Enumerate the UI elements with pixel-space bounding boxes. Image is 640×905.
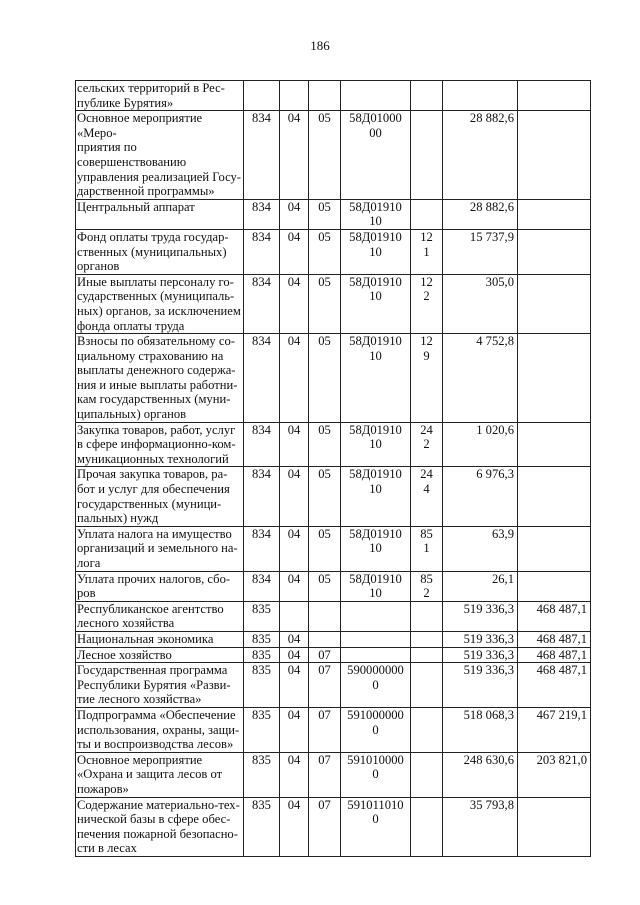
expense-type-code <box>411 752 443 797</box>
expense-type-code: 85 2 <box>411 571 443 601</box>
amount-year-1: 28 882,6 <box>443 199 518 229</box>
amount-year-2 <box>518 334 591 423</box>
target-article-code <box>341 631 411 647</box>
target-article-code: 58Д01910 10 <box>341 526 411 571</box>
row-name: сельских территорий в Рес- публике Бурятия» <box>76 81 244 111</box>
table-row <box>76 601 591 631</box>
table-row <box>76 229 591 274</box>
target-article-code: 591000000 0 <box>341 707 411 752</box>
row-name: Национальная экономика <box>76 631 244 647</box>
grbs-code: 835 <box>244 601 280 631</box>
amount-year-2: 468 487,1 <box>518 601 591 631</box>
expense-type-code <box>411 81 443 111</box>
row-name: Содержание материально-тех- нической базы в сфере обес- печения пожарной безопасно- сти в лесах <box>76 797 244 856</box>
amount-year-1: 519 336,3 <box>443 647 518 663</box>
amount-year-2 <box>518 467 591 526</box>
grbs-code: 834 <box>244 199 280 229</box>
row-name: Центральный аппарат <box>76 199 244 229</box>
page-number: 186 <box>310 38 330 53</box>
amount-year-1: 15 737,9 <box>443 229 518 274</box>
target-article-code <box>341 81 411 111</box>
table-row <box>76 111 591 200</box>
section-code: 04 <box>280 571 309 601</box>
subsection-code: 05 <box>309 526 341 571</box>
expense-type-code: 12 1 <box>411 229 443 274</box>
section-code: 04 <box>280 422 309 467</box>
section-code: 04 <box>280 334 309 423</box>
row-name: Уплата налога на имущество организаций и земельного на- лога <box>76 526 244 571</box>
table-row <box>76 422 591 467</box>
subsection-code: 05 <box>309 467 341 526</box>
table-row <box>76 797 591 856</box>
section-code: 04 <box>280 647 309 663</box>
target-article-code <box>341 647 411 663</box>
subsection-code: 07 <box>309 647 341 663</box>
row-name: Основное мероприятие «Меро- приятия по совершенствованию управления реализацией Госу- дарственной программы» <box>76 111 244 200</box>
grbs-code: 834 <box>244 467 280 526</box>
subsection-code: 05 <box>309 571 341 601</box>
row-name: Иные выплаты персоналу го- сударственных (муниципаль- ных) органов, за исключением фонда оплаты труда <box>76 274 244 333</box>
table-row <box>76 274 591 333</box>
grbs-code: 834 <box>244 229 280 274</box>
section-code: 04 <box>280 797 309 856</box>
amount-year-1: 6 976,3 <box>443 467 518 526</box>
row-name: Подпрограмма «Обеспечение использования, охраны, защи- ты и воспроизводства лесов» <box>76 707 244 752</box>
grbs-code: 834 <box>244 571 280 601</box>
target-article-code: 58Д01910 10 <box>341 274 411 333</box>
expense-type-code <box>411 199 443 229</box>
amount-year-1: 4 752,8 <box>443 334 518 423</box>
row-name: Уплата прочих налогов, сбо- ров <box>76 571 244 601</box>
table-row <box>76 199 591 229</box>
amount-year-2 <box>518 199 591 229</box>
amount-year-2 <box>518 571 591 601</box>
target-article-code: 591011010 0 <box>341 797 411 856</box>
section-code: 04 <box>280 274 309 333</box>
section-code: 04 <box>280 752 309 797</box>
table-row <box>76 467 591 526</box>
budget-table <box>75 80 591 857</box>
subsection-code: 07 <box>309 707 341 752</box>
row-name: Основное мероприятие «Охрана и защита лесов от пожаров» <box>76 752 244 797</box>
expense-type-code <box>411 601 443 631</box>
amount-year-2 <box>518 274 591 333</box>
grbs-code: 834 <box>244 334 280 423</box>
section-code <box>280 81 309 111</box>
section-code: 04 <box>280 467 309 526</box>
amount-year-1: 63,9 <box>443 526 518 571</box>
section-code <box>280 601 309 631</box>
expense-type-code: 12 2 <box>411 274 443 333</box>
amount-year-1 <box>443 81 518 111</box>
target-article-code: 591010000 0 <box>341 752 411 797</box>
subsection-code <box>309 601 341 631</box>
expense-type-code <box>411 707 443 752</box>
target-article-code: 58Д01910 10 <box>341 571 411 601</box>
grbs-code: 835 <box>244 647 280 663</box>
grbs-code: 835 <box>244 663 280 708</box>
amount-year-1: 519 336,3 <box>443 601 518 631</box>
grbs-code: 834 <box>244 111 280 200</box>
table-row <box>76 663 591 708</box>
amount-year-2 <box>518 81 591 111</box>
target-article-code: 58Д01910 10 <box>341 334 411 423</box>
target-article-code: 58Д01910 10 <box>341 467 411 526</box>
expense-type-code <box>411 631 443 647</box>
subsection-code: 05 <box>309 111 341 200</box>
amount-year-2: 468 487,1 <box>518 647 591 663</box>
target-article-code: 58Д01000 00 <box>341 111 411 200</box>
grbs-code: 835 <box>244 797 280 856</box>
subsection-code: 07 <box>309 663 341 708</box>
grbs-code: 834 <box>244 422 280 467</box>
grbs-code: 835 <box>244 631 280 647</box>
subsection-code <box>309 81 341 111</box>
section-code: 04 <box>280 663 309 708</box>
amount-year-1: 26,1 <box>443 571 518 601</box>
grbs-code <box>244 81 280 111</box>
target-article-code: 58Д01910 10 <box>341 422 411 467</box>
amount-year-1: 305,0 <box>443 274 518 333</box>
amount-year-2 <box>518 797 591 856</box>
target-article-code <box>341 601 411 631</box>
target-article-code: 590000000 0 <box>341 663 411 708</box>
table-row <box>76 571 591 601</box>
subsection-code: 05 <box>309 274 341 333</box>
amount-year-2 <box>518 229 591 274</box>
amount-year-2 <box>518 526 591 571</box>
amount-year-2 <box>518 111 591 200</box>
table-row <box>76 81 591 111</box>
expense-type-code <box>411 663 443 708</box>
grbs-code: 834 <box>244 274 280 333</box>
grbs-code: 834 <box>244 526 280 571</box>
section-code: 04 <box>280 526 309 571</box>
row-name: Государственная программа Республики Бурятия «Разви- тие лесного хозяйства» <box>76 663 244 708</box>
subsection-code: 05 <box>309 422 341 467</box>
row-name: Закупка товаров, работ, услуг в сфере информационно-ком- муникационных технологий <box>76 422 244 467</box>
amount-year-2: 203 821,0 <box>518 752 591 797</box>
amount-year-2: 468 487,1 <box>518 631 591 647</box>
expense-type-code: 24 4 <box>411 467 443 526</box>
expense-type-code: 85 1 <box>411 526 443 571</box>
target-article-code: 58Д01910 10 <box>341 229 411 274</box>
table-row <box>76 647 591 663</box>
subsection-code: 05 <box>309 229 341 274</box>
table-row <box>76 631 591 647</box>
expense-type-code: 24 2 <box>411 422 443 467</box>
amount-year-1: 1 020,6 <box>443 422 518 467</box>
amount-year-2: 467 219,1 <box>518 707 591 752</box>
table-row <box>76 526 591 571</box>
amount-year-1: 519 336,3 <box>443 631 518 647</box>
section-code: 04 <box>280 707 309 752</box>
section-code: 04 <box>280 229 309 274</box>
section-code: 04 <box>280 199 309 229</box>
row-name: Прочая закупка товаров, ра- бот и услуг для обеспечения государственных (муници- пальных) нужд <box>76 467 244 526</box>
subsection-code: 07 <box>309 752 341 797</box>
amount-year-1: 518 068,3 <box>443 707 518 752</box>
subsection-code <box>309 631 341 647</box>
table-row <box>76 752 591 797</box>
amount-year-1: 28 882,6 <box>443 111 518 200</box>
amount-year-1: 519 336,3 <box>443 663 518 708</box>
expense-type-code <box>411 111 443 200</box>
subsection-code: 05 <box>309 199 341 229</box>
grbs-code: 835 <box>244 707 280 752</box>
expense-type-code <box>411 797 443 856</box>
section-code: 04 <box>280 111 309 200</box>
expense-type-code <box>411 647 443 663</box>
amount-year-1: 35 793,8 <box>443 797 518 856</box>
expense-type-code: 12 9 <box>411 334 443 423</box>
row-name: Республиканское агентство лесного хозяйства <box>76 601 244 631</box>
amount-year-2: 468 487,1 <box>518 663 591 708</box>
grbs-code: 835 <box>244 752 280 797</box>
section-code: 04 <box>280 631 309 647</box>
row-name: Взносы по обязательному со- циальному страхованию на выплаты денежного содержа- ния и иные выплаты работни- кам государственных (муни- ципальных) органов <box>76 334 244 423</box>
row-name: Лесное хозяйство <box>76 647 244 663</box>
amount-year-2 <box>518 422 591 467</box>
table-row <box>76 334 591 423</box>
amount-year-1: 248 630,6 <box>443 752 518 797</box>
target-article-code: 58Д01910 10 <box>341 199 411 229</box>
subsection-code: 07 <box>309 797 341 856</box>
row-name: Фонд оплаты труда государ- ственных (муниципальных) органов <box>76 229 244 274</box>
subsection-code: 05 <box>309 334 341 423</box>
table-row <box>76 707 591 752</box>
